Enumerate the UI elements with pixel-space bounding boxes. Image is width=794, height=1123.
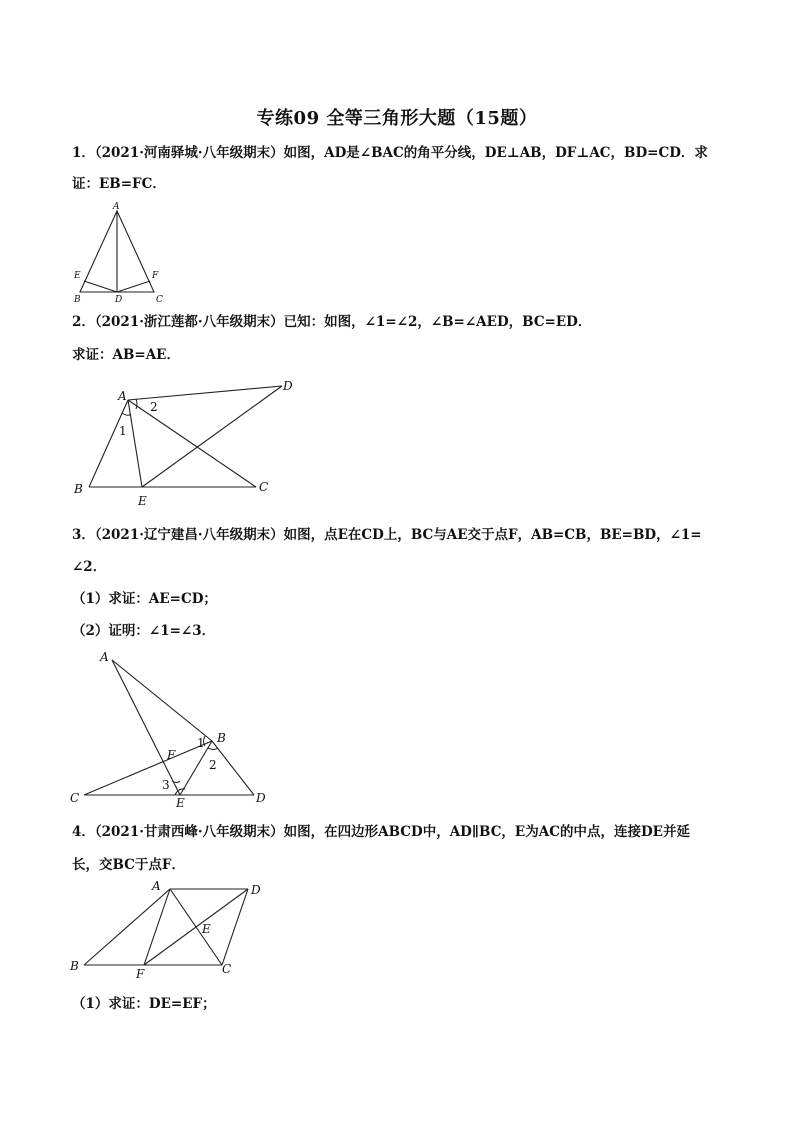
segment-ab — [112, 660, 212, 741]
angle-label-1: 1 — [119, 424, 127, 438]
angle-label-3: 3 — [162, 778, 170, 792]
label-d: D — [283, 379, 293, 393]
page-title: 专练09 全等三角形大题（15题） — [256, 108, 538, 129]
problem-1-line-2: 证：EB=FC． — [72, 176, 166, 192]
label-e: E — [138, 494, 147, 508]
problem-2-line-2: 求证：AB=AE． — [72, 347, 180, 363]
label-a: A — [113, 202, 120, 212]
problem-4-line-1: 4．（2021·甘肃西峰·八年级期末）如图，在四边形ABCD中，AD∥BC，E为AC的中点，连接DE并延 — [72, 824, 690, 840]
label-e: E — [74, 271, 81, 281]
segment-be — [180, 741, 212, 795]
problem-3-line-1: 3．（2021·辽宁建昌·八年级期末）如图，点E在CD上，BC与AE交于点F，AB=CB，BE=BD，∠1= — [72, 527, 702, 543]
problem-2-line-1: 2．（2021·浙江莲都·八年级期末）已知：如图，∠1=∠2，∠B=∠AED，BC=ED． — [72, 314, 592, 330]
problem-4-line-2: 长，交BC于点F． — [72, 857, 185, 873]
angle-label-2: 2 — [209, 758, 217, 772]
label-f: F — [152, 271, 159, 281]
segment-df — [144, 889, 248, 965]
label-d: D — [251, 883, 261, 897]
figure-3 — [66, 645, 286, 813]
label-d: D — [256, 791, 266, 805]
label-c: C — [70, 791, 80, 805]
label-f: F — [136, 967, 145, 981]
segment-ac — [128, 400, 256, 487]
figure-1 — [70, 200, 180, 306]
figure-4 — [66, 878, 286, 983]
label-e: E — [202, 922, 211, 936]
segment-ad — [128, 386, 282, 400]
label-c: C — [156, 295, 163, 305]
problem-1-line-1: 1．（2021·河南驿城·八年级期末）如图，AD是∠BAC的角平分线，DE⊥AB，DF⊥AC，BD=CD．求 — [72, 145, 708, 161]
segment-bd — [212, 741, 254, 795]
segment-cb — [84, 741, 212, 795]
segment-de — [84, 281, 117, 292]
figure-2 — [70, 375, 310, 515]
segment-dc — [222, 889, 248, 965]
label-a: A — [100, 650, 109, 664]
label-b: B — [70, 959, 79, 973]
segment-ae — [128, 400, 142, 487]
problem-3-line-4: （2）证明：∠1=∠3． — [72, 623, 216, 639]
label-b: B — [217, 731, 226, 745]
problem-3-line-3: （1）求证：AE=CD； — [72, 591, 217, 607]
problem-3-line-2: ∠2． — [72, 559, 107, 575]
label-b: B — [74, 482, 83, 496]
label-a: A — [118, 389, 127, 403]
label-c: C — [259, 480, 269, 494]
problem-4-line-3: （1）求证：DE=EF； — [72, 996, 216, 1012]
segment-ae — [112, 660, 180, 795]
label-a: A — [152, 879, 161, 893]
angle-label-1: 1 — [197, 736, 205, 750]
label-c: C — [222, 962, 232, 976]
angle-2-arc — [208, 748, 218, 750]
angle-2-arc — [136, 399, 137, 409]
angle-label-2: 2 — [150, 400, 158, 414]
label-d: D — [115, 295, 123, 305]
segment-df — [117, 281, 150, 292]
label-f: F — [167, 748, 176, 762]
label-b: B — [74, 295, 81, 305]
label-e: E — [176, 796, 185, 810]
segment-ed — [142, 386, 282, 487]
